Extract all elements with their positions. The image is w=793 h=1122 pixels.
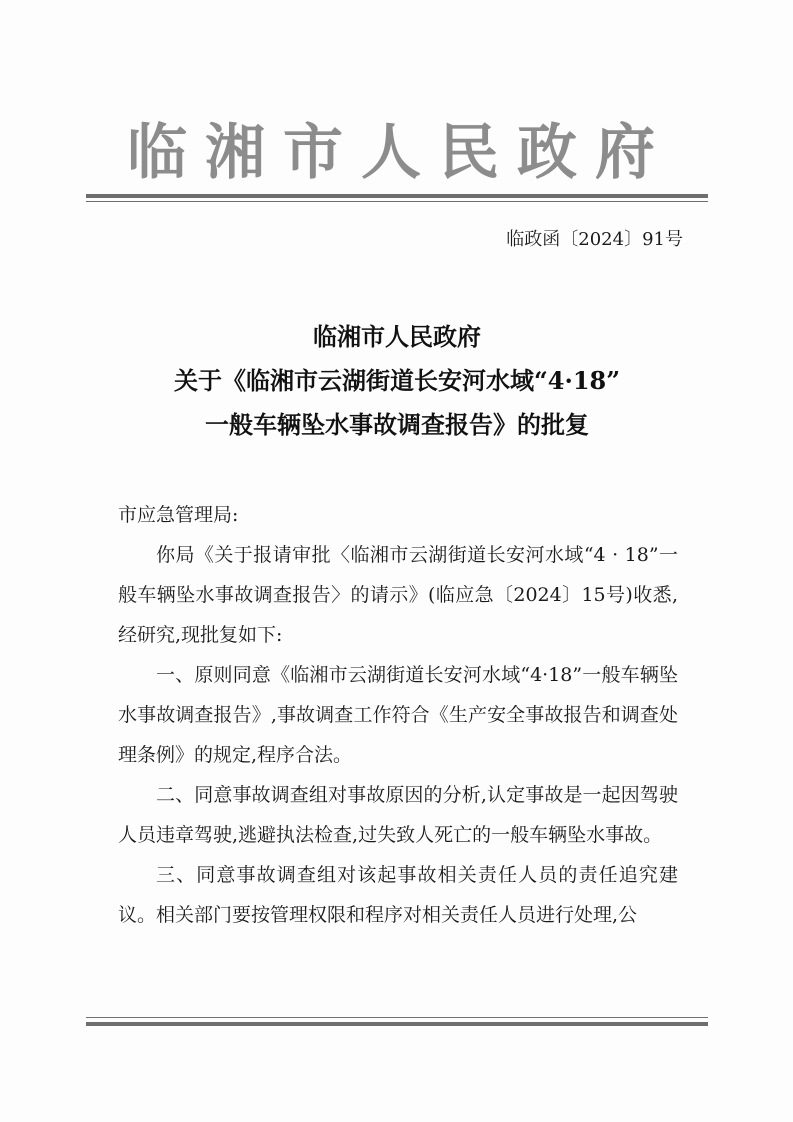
masthead-divider-thick (86, 194, 708, 198)
footer-divider-thick (86, 1022, 708, 1026)
body-paragraph-3: 三、同意事故调查组对该起事故相关责任人员的责任追究建议。相关部门要按管理权限和程序对相关责任人员进行处理,公 (118, 864, 678, 926)
salutation: 市应急管理局: (118, 504, 239, 526)
masthead-divider-thin (86, 201, 708, 202)
title-line-subject: 关于《临湘市云湖街道长安河水域“4·18” (173, 366, 621, 395)
title-line-subject-cont: 一般车辆坠水事故调查报告》的批复 (205, 410, 589, 439)
document-number: 临政函〔2024〕91号 (506, 229, 683, 250)
document-body (118, 495, 678, 935)
body-paragraph-2: 二、同意事故调查组对事故原因的分析,认定事故是一起因驾驶人员违章驾驶,逃避执法检查,过失致人死亡的一般车辆坠水事故。 (118, 784, 678, 846)
body-paragraph-1: 一、原则同意《临湘市云湖街道长安河水域“4·18”一般车辆坠水事故调查报告》,事故调查工作符合《生产安全事故报告和调查处理条例》的规定,程序合法。 (118, 664, 678, 766)
body-paragraph-intro: 你局《关于报请审批〈临湘市云湖街道长安河水域“4 · 18”一般车辆坠水事故调查报告〉的请示》(临应急〔2024〕15号)收悉,经研究,现批复如下: (118, 544, 678, 646)
title-line-issuer: 临湘市人民政府 (313, 322, 481, 351)
document-title (90, 315, 704, 447)
footer-divider-thin (86, 1017, 708, 1018)
issuer-masthead: 临湘市人民政府 (127, 118, 673, 188)
